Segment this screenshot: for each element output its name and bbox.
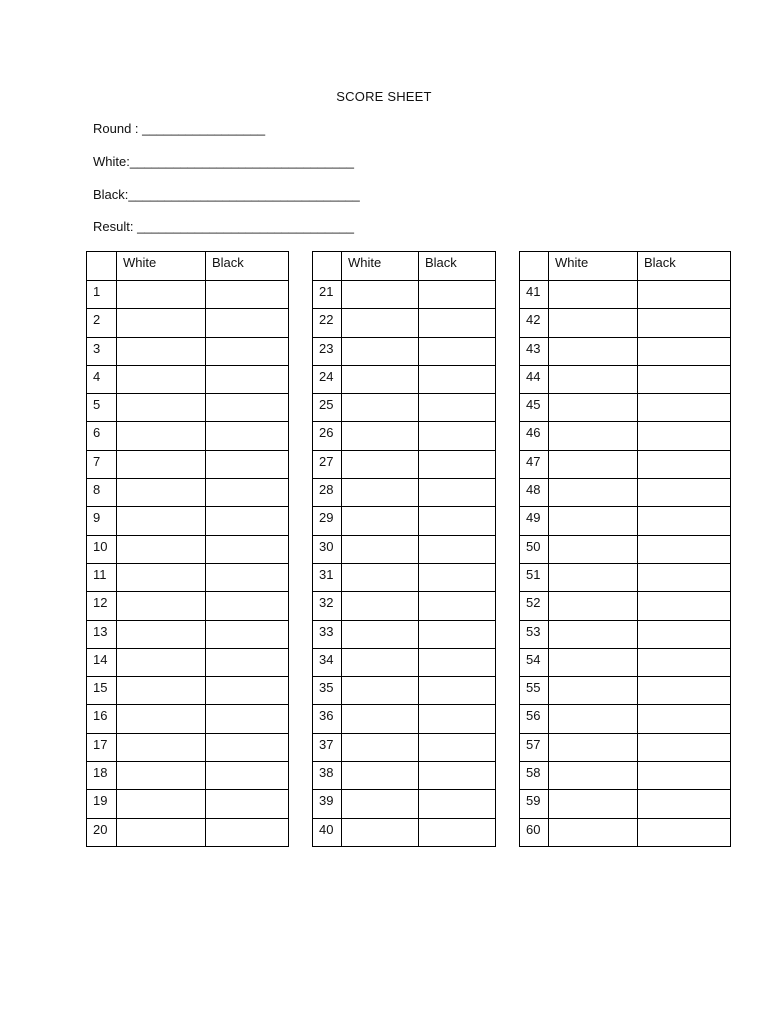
move-number: 41	[520, 281, 549, 309]
black-player-label: Black:	[93, 187, 129, 202]
black-move-cell[interactable]	[419, 733, 496, 761]
black-move-cell[interactable]	[206, 281, 289, 309]
white-move-cell[interactable]	[117, 563, 206, 591]
white-move-cell[interactable]	[117, 592, 206, 620]
black-move-cell[interactable]	[419, 337, 496, 365]
black-move-cell[interactable]	[419, 365, 496, 393]
white-move-cell[interactable]	[342, 563, 419, 591]
table-row	[87, 818, 289, 846]
table-row	[313, 790, 496, 818]
black-move-cell[interactable]	[419, 450, 496, 478]
table-row	[87, 309, 289, 337]
table-row	[520, 337, 731, 365]
move-number: 4	[87, 365, 117, 393]
white-move-cell[interactable]	[549, 365, 638, 393]
move-number: 32	[313, 592, 342, 620]
move-number: 12	[87, 592, 117, 620]
black-move-cell[interactable]	[638, 762, 731, 790]
black-move-cell[interactable]	[206, 394, 289, 422]
white-move-cell[interactable]	[549, 592, 638, 620]
black-move-cell[interactable]	[419, 281, 496, 309]
move-number: 13	[87, 620, 117, 648]
round-input-line[interactable]: _________________	[142, 121, 266, 136]
white-move-cell[interactable]	[117, 422, 206, 450]
round-field[interactable]	[93, 121, 265, 136]
table-row	[313, 535, 496, 563]
white-move-cell[interactable]	[342, 592, 419, 620]
table-row	[520, 422, 731, 450]
white-move-cell[interactable]	[117, 394, 206, 422]
black-move-cell[interactable]	[638, 450, 731, 478]
black-move-cell[interactable]	[638, 394, 731, 422]
move-number: 52	[520, 592, 549, 620]
move-number: 5	[87, 394, 117, 422]
move-number: 29	[313, 507, 342, 535]
round-label: Round :	[93, 121, 143, 136]
black-move-cell[interactable]	[638, 620, 731, 648]
white-move-cell[interactable]	[117, 733, 206, 761]
white-move-cell[interactable]	[342, 337, 419, 365]
white-move-cell[interactable]	[342, 818, 419, 846]
black-move-cell[interactable]	[638, 648, 731, 676]
move-number: 47	[520, 450, 549, 478]
table-row	[87, 705, 289, 733]
moves-table-3	[519, 251, 731, 847]
white-move-cell[interactable]	[342, 479, 419, 507]
white-move-cell[interactable]	[549, 563, 638, 591]
table-row	[87, 790, 289, 818]
white-move-cell[interactable]	[117, 479, 206, 507]
white-move-cell[interactable]	[117, 677, 206, 705]
white-move-cell[interactable]	[342, 365, 419, 393]
move-number: 26	[313, 422, 342, 450]
move-number: 54	[520, 648, 549, 676]
white-move-cell[interactable]	[117, 450, 206, 478]
white-player-field[interactable]	[93, 154, 354, 169]
white-move-cell[interactable]	[549, 790, 638, 818]
black-move-cell[interactable]	[206, 648, 289, 676]
table-row	[313, 479, 496, 507]
table-row	[520, 535, 731, 563]
table-row	[313, 422, 496, 450]
white-move-cell[interactable]	[342, 535, 419, 563]
move-number: 58	[520, 762, 549, 790]
table-row	[87, 422, 289, 450]
move-number: 10	[87, 535, 117, 563]
move-number: 42	[520, 309, 549, 337]
black-move-cell[interactable]	[206, 563, 289, 591]
black-move-cell[interactable]	[419, 677, 496, 705]
table-row	[520, 563, 731, 591]
white-move-cell[interactable]	[117, 535, 206, 563]
table-row	[87, 592, 289, 620]
white-move-cell[interactable]	[342, 450, 419, 478]
white-move-cell[interactable]	[117, 281, 206, 309]
move-number: 17	[87, 733, 117, 761]
white-move-cell[interactable]	[117, 365, 206, 393]
black-move-cell[interactable]	[206, 337, 289, 365]
white-move-cell[interactable]	[549, 507, 638, 535]
black-move-cell[interactable]	[206, 450, 289, 478]
table-row	[87, 762, 289, 790]
move-number: 11	[87, 563, 117, 591]
white-move-cell[interactable]	[117, 762, 206, 790]
move-number: 30	[313, 535, 342, 563]
white-move-cell[interactable]	[117, 337, 206, 365]
table-header-row	[313, 252, 496, 281]
move-number: 22	[313, 309, 342, 337]
table-row	[313, 394, 496, 422]
black-move-cell[interactable]	[419, 535, 496, 563]
table-row	[520, 450, 731, 478]
table-header-row	[520, 252, 731, 281]
white-move-cell[interactable]	[342, 677, 419, 705]
black-move-cell[interactable]	[206, 818, 289, 846]
move-number: 3	[87, 337, 117, 365]
white-move-cell[interactable]	[549, 535, 638, 563]
black-player-field[interactable]	[93, 187, 360, 202]
black-move-cell[interactable]	[206, 592, 289, 620]
move-number: 14	[87, 648, 117, 676]
table-row	[87, 507, 289, 535]
table-row	[87, 479, 289, 507]
white-move-cell[interactable]	[342, 309, 419, 337]
table-row	[313, 762, 496, 790]
move-number: 7	[87, 450, 117, 478]
table-row	[520, 818, 731, 846]
black-move-cell[interactable]	[419, 648, 496, 676]
table-row	[313, 648, 496, 676]
move-number: 34	[313, 648, 342, 676]
white-move-cell[interactable]	[549, 422, 638, 450]
black-move-cell[interactable]	[419, 705, 496, 733]
move-number: 57	[520, 733, 549, 761]
black-move-cell[interactable]	[206, 705, 289, 733]
black-move-cell[interactable]	[638, 337, 731, 365]
move-number: 2	[87, 309, 117, 337]
white-move-cell[interactable]	[549, 733, 638, 761]
white-move-cell[interactable]	[549, 479, 638, 507]
table-row	[87, 337, 289, 365]
black-move-cell[interactable]	[419, 422, 496, 450]
table-row	[520, 648, 731, 676]
black-move-cell[interactable]	[206, 365, 289, 393]
move-number: 49	[520, 507, 549, 535]
black-move-cell[interactable]	[638, 281, 731, 309]
move-number: 43	[520, 337, 549, 365]
table-row	[520, 705, 731, 733]
white-move-cell[interactable]	[549, 309, 638, 337]
move-number: 46	[520, 422, 549, 450]
table-row	[520, 592, 731, 620]
move-number: 16	[87, 705, 117, 733]
table-row	[313, 592, 496, 620]
white-move-cell[interactable]	[342, 422, 419, 450]
white-move-cell[interactable]	[342, 620, 419, 648]
table-row	[313, 281, 496, 309]
move-number: 21	[313, 281, 342, 309]
moves-table-1	[86, 251, 289, 847]
table-row	[313, 677, 496, 705]
white-move-cell[interactable]	[549, 281, 638, 309]
move-number: 28	[313, 479, 342, 507]
black-move-cell[interactable]	[206, 309, 289, 337]
table-row	[520, 620, 731, 648]
white-move-cell[interactable]	[549, 762, 638, 790]
black-move-cell[interactable]	[206, 479, 289, 507]
table-row	[520, 677, 731, 705]
move-number: 19	[87, 790, 117, 818]
move-number: 38	[313, 762, 342, 790]
move-number: 55	[520, 677, 549, 705]
white-move-cell[interactable]	[117, 648, 206, 676]
result-label: Result:	[93, 219, 138, 234]
black-player-input-line[interactable]: ________________________________	[128, 187, 360, 202]
result-field[interactable]	[93, 219, 354, 234]
move-number: 8	[87, 479, 117, 507]
move-number: 6	[87, 422, 117, 450]
black-move-cell[interactable]	[638, 705, 731, 733]
black-move-cell[interactable]	[419, 563, 496, 591]
table-row	[87, 535, 289, 563]
table-row	[313, 365, 496, 393]
white-player-input-line[interactable]: _______________________________	[129, 154, 354, 169]
move-number: 53	[520, 620, 549, 648]
move-number: 59	[520, 790, 549, 818]
black-move-cell[interactable]	[638, 592, 731, 620]
white-player-label: White:	[93, 154, 130, 169]
black-move-cell[interactable]	[419, 790, 496, 818]
white-move-cell[interactable]	[549, 450, 638, 478]
move-number: 44	[520, 365, 549, 393]
move-number: 40	[313, 818, 342, 846]
black-column-header: Black	[638, 252, 731, 281]
black-move-cell[interactable]	[638, 733, 731, 761]
table-row	[520, 790, 731, 818]
move-number: 27	[313, 450, 342, 478]
move-number: 33	[313, 620, 342, 648]
black-move-cell[interactable]	[638, 507, 731, 535]
move-number: 18	[87, 762, 117, 790]
black-move-cell[interactable]	[419, 762, 496, 790]
move-number: 36	[313, 705, 342, 733]
white-move-cell[interactable]	[342, 507, 419, 535]
table-row	[313, 733, 496, 761]
white-move-cell[interactable]	[549, 394, 638, 422]
white-move-cell[interactable]	[342, 733, 419, 761]
table-row	[520, 507, 731, 535]
table-row	[313, 450, 496, 478]
black-move-cell[interactable]	[206, 422, 289, 450]
white-move-cell[interactable]	[549, 818, 638, 846]
move-number: 51	[520, 563, 549, 591]
table-row	[87, 365, 289, 393]
white-move-cell[interactable]	[342, 705, 419, 733]
white-move-cell[interactable]	[342, 648, 419, 676]
black-move-cell[interactable]	[206, 620, 289, 648]
table-row	[313, 705, 496, 733]
black-move-cell[interactable]	[206, 535, 289, 563]
white-move-cell[interactable]	[342, 762, 419, 790]
table-row	[520, 479, 731, 507]
move-number-header	[520, 252, 549, 281]
black-move-cell[interactable]	[206, 762, 289, 790]
white-move-cell[interactable]	[117, 507, 206, 535]
white-move-cell[interactable]	[549, 705, 638, 733]
move-number: 24	[313, 365, 342, 393]
white-column-header: White	[342, 252, 419, 281]
table-row	[87, 281, 289, 309]
black-move-cell[interactable]	[419, 394, 496, 422]
table-row	[313, 620, 496, 648]
result-input-line[interactable]: ______________________________	[137, 219, 354, 234]
move-number: 25	[313, 394, 342, 422]
white-move-cell[interactable]	[342, 394, 419, 422]
move-number: 35	[313, 677, 342, 705]
black-move-cell[interactable]	[638, 790, 731, 818]
black-move-cell[interactable]	[206, 677, 289, 705]
table-header-row	[87, 252, 289, 281]
table-row	[87, 620, 289, 648]
move-number: 39	[313, 790, 342, 818]
move-number: 50	[520, 535, 549, 563]
table-row	[520, 762, 731, 790]
move-number: 9	[87, 507, 117, 535]
table-row	[520, 309, 731, 337]
black-move-cell[interactable]	[419, 620, 496, 648]
white-move-cell[interactable]	[549, 648, 638, 676]
white-move-cell[interactable]	[117, 620, 206, 648]
black-move-cell[interactable]	[638, 677, 731, 705]
move-number: 23	[313, 337, 342, 365]
black-move-cell[interactable]	[638, 563, 731, 591]
white-column-header: White	[117, 252, 206, 281]
move-number: 45	[520, 394, 549, 422]
moves-table-2	[312, 251, 496, 847]
move-number-header	[313, 252, 342, 281]
page-title: SCORE SHEET	[336, 89, 432, 104]
move-number: 60	[520, 818, 549, 846]
table-row	[313, 507, 496, 535]
black-move-cell[interactable]	[638, 422, 731, 450]
black-move-cell[interactable]	[638, 818, 731, 846]
black-move-cell[interactable]	[419, 507, 496, 535]
table-row	[313, 309, 496, 337]
table-row	[87, 563, 289, 591]
black-move-cell[interactable]	[638, 479, 731, 507]
move-number: 48	[520, 479, 549, 507]
move-number-header	[87, 252, 117, 281]
table-row	[313, 818, 496, 846]
table-row	[520, 281, 731, 309]
black-move-cell[interactable]	[206, 507, 289, 535]
move-number: 37	[313, 733, 342, 761]
move-number: 31	[313, 563, 342, 591]
move-number: 56	[520, 705, 549, 733]
table-row	[87, 733, 289, 761]
white-move-cell[interactable]	[342, 790, 419, 818]
table-row	[520, 365, 731, 393]
white-move-cell[interactable]	[342, 281, 419, 309]
black-move-cell[interactable]	[419, 479, 496, 507]
table-row	[87, 394, 289, 422]
white-move-cell[interactable]	[117, 790, 206, 818]
black-move-cell[interactable]	[638, 365, 731, 393]
move-number: 1	[87, 281, 117, 309]
black-column-header: Black	[206, 252, 289, 281]
table-row	[313, 563, 496, 591]
table-row	[87, 450, 289, 478]
white-move-cell[interactable]	[549, 337, 638, 365]
white-move-cell[interactable]	[549, 677, 638, 705]
white-move-cell[interactable]	[117, 309, 206, 337]
white-move-cell[interactable]	[117, 818, 206, 846]
black-move-cell[interactable]	[419, 592, 496, 620]
table-row	[520, 394, 731, 422]
table-row	[87, 648, 289, 676]
black-move-cell[interactable]	[206, 790, 289, 818]
black-move-cell[interactable]	[206, 733, 289, 761]
white-move-cell[interactable]	[117, 705, 206, 733]
black-move-cell[interactable]	[638, 535, 731, 563]
table-row	[87, 677, 289, 705]
move-number: 20	[87, 818, 117, 846]
white-column-header: White	[549, 252, 638, 281]
table-row	[313, 337, 496, 365]
move-number: 15	[87, 677, 117, 705]
table-row	[520, 733, 731, 761]
black-column-header: Black	[419, 252, 496, 281]
black-move-cell[interactable]	[638, 309, 731, 337]
white-move-cell[interactable]	[549, 620, 638, 648]
black-move-cell[interactable]	[419, 309, 496, 337]
black-move-cell[interactable]	[419, 818, 496, 846]
